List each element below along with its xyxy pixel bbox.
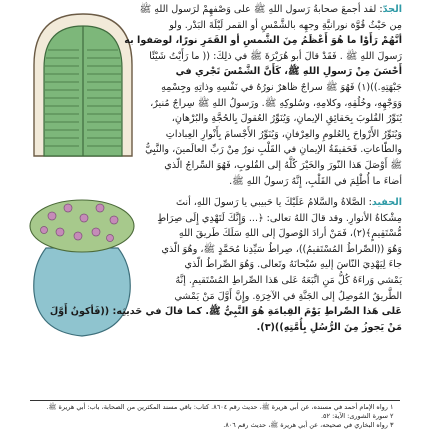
paragraph-line: يَمْشي وَراءَهُ كُلُّ مَنِ اتَّبَعَهُ عَلى هَذا الصِّراطِ المُسْتَقيمِ. إنَّهُ	[175, 274, 402, 286]
paragraph-grandson	[49, 195, 402, 335]
paragraph-line: والطّاعاتِ. فَحَقيقَةُ الإيمانِ في القَلْبِ نورٌ مِنْ رَبِّ العالَمينَ، والنَّبِيُّ	[145, 144, 402, 156]
paragraph-line: الحفيد: الصَّلاةُ والسَّلامُ عَلَيْكَ يا حَبيبي يا رَسولَ اللهِ، أنتَ	[176, 197, 402, 208]
green-door-illustration	[28, 10, 138, 160]
paragraph-line: وَيُنَوِّرُ الأَرْواحَ بِالعُلومِ والعِرْفانِ، وَيُنَوِّرُ الأَجْسامَ بِأَنْوارِ العِباداتِ	[165, 128, 402, 140]
paragraph-line: عَلى هَذا الصِّراطِ يَوْمَ القِيامَةِ هُوَ النَّبِيُّ ﷺ. كما قالَ في حَديثِه: ((فَأكونُ أَوَّلَ	[49, 306, 402, 318]
footnote-text: سورة الشورى: الآية: ٥٢.	[320, 412, 388, 420]
paragraph-line: أنَّهُمْ رَأَوْا ما هُوَ أَعْظَمُ مِنَ الشَّمسِ أو القَمَرِ نورًا، لوصَفوا به	[124, 35, 402, 47]
footnote-text: رواه البخاري في صحيحه، عن أبي هريرة ﷺ، حديث رقم ٨٠٦.	[223, 421, 388, 429]
paragraph-line: مِشْكاةُ الأنوارِ. وقد قالَ اللهُ تعالى: ﴿... وَإِنَّكَ لَتَهْدِي إِلَى صِرَاطٍ	[157, 212, 402, 224]
footnote-number: ٢	[390, 412, 394, 420]
paragraph-line: وَهُوَ ((الصِّراطُ المُسْتَقيمُ))، صِراطُ سَيِّدِنا مُحَمَّدٍ ﷺ، وهُوَ الّذي	[161, 243, 402, 255]
footnote	[321, 412, 400, 421]
paragraph-line: يُنَوِّرُ القُلوبَ بِحَقائِقِ الإيمانِ، وَيُنَوِّرُ العُقولَ بِالحُجَّةِ والبُرْهانِ،	[171, 113, 402, 125]
paragraph-line: مَنْ يَجوزُ مِنَ الرُّسُلِ بِأُمَّتِهِ))(٣).	[256, 321, 402, 333]
footnote-divider	[30, 400, 400, 401]
speaker-label: الجدّ	[382, 4, 402, 15]
paragraph-line: مُّسْتَقِيمٍ﴾(٢)، فَمَنْ أرادَ الوُصولَ إلى اللهِ سَلَكَ طَريقَ اللهِ	[178, 228, 402, 240]
paragraph-line: مِن حَيْثُ قُوَّة نورانيَّةِ وجهِه بالشَّمْسِ أو القمر لَيْلَةَ البَدْر. ولو	[169, 19, 402, 31]
paragraph-line: أَحْسَنَ مِنْ رَسولِ اللهِ ﷺ، كَأَنَّ الشَّمْسَ تَجْري في	[175, 66, 402, 78]
footnote-number: ١	[390, 403, 394, 411]
paragraph-grandfather	[124, 2, 402, 189]
paragraph-line: رَسولَ اللهِ ﷺ . فَقَدْ قالَ أبو هُرَيْرَةَ ﷺ في ذلِكَ: (( ما رَأَيْتُ شَيْئًا	[149, 50, 402, 62]
footnote-number: ٣	[390, 421, 394, 429]
footnote-text: رواه الإمام أحمد في مسنده، عن أبي هريرة ﷺ، حديث رقم ٨٦٠٤. كتاب: باقي مسند المكثرين من الصحابة، باب: أبي هريرة ﷺ.	[46, 403, 388, 411]
footnote	[223, 421, 400, 430]
flower-vase-illustration	[24, 196, 142, 342]
paragraph-line: الطَّريقُ المُوصِلُ إلى الجَنَّةِ في الآخِرَةِ. وإِنَّ أَوَّلَ مَنْ يَمْشي	[174, 290, 402, 302]
paragraph-line: أضاءَ ما أُطْلِمَ في القَلْبِ، إِنَّهُ رَسولُ اللهِ ﷺ.	[229, 175, 402, 187]
footnote	[46, 403, 400, 412]
paragraph-line: ﷺ أَوْصَلَ هَذا النّورَ والخَيْرَ كُلَّهُ إلى القُلوبِ، فَهُوَ السِّراجُ الّذي	[164, 159, 402, 171]
speaker-label: الحفيد	[371, 197, 402, 208]
paragraph-line: جَبْهَتِهِ.))(١) فَهُوَ ﷺ سراجٌ ظاهرٌ نورُهُ في نَفْسِهِ وذاتِهِ وجِسْمِهِ	[161, 81, 402, 93]
paragraph-line: الجدّ: لقد أجمعَ صحابةُ رَسول اللهِ ﷺ على وَصْفهِمْ لرَسول اللهِ ﷺ	[139, 4, 402, 15]
paragraph-line: وَوَجْهِهِ، وخُلُقِهِ، وكلامِهِ، وسُلوكِهِ ﷺ. ورَسولُ اللهِ ﷺ سِراجٌ مُنيرٌ،	[150, 97, 402, 109]
paragraph-line: جاءَ لِيَهْدِيَ النّاسَ إليهِ سُبْحانَهُ وتَعالى. وَهُوَ الصِّراطُ الّذي	[184, 259, 402, 271]
